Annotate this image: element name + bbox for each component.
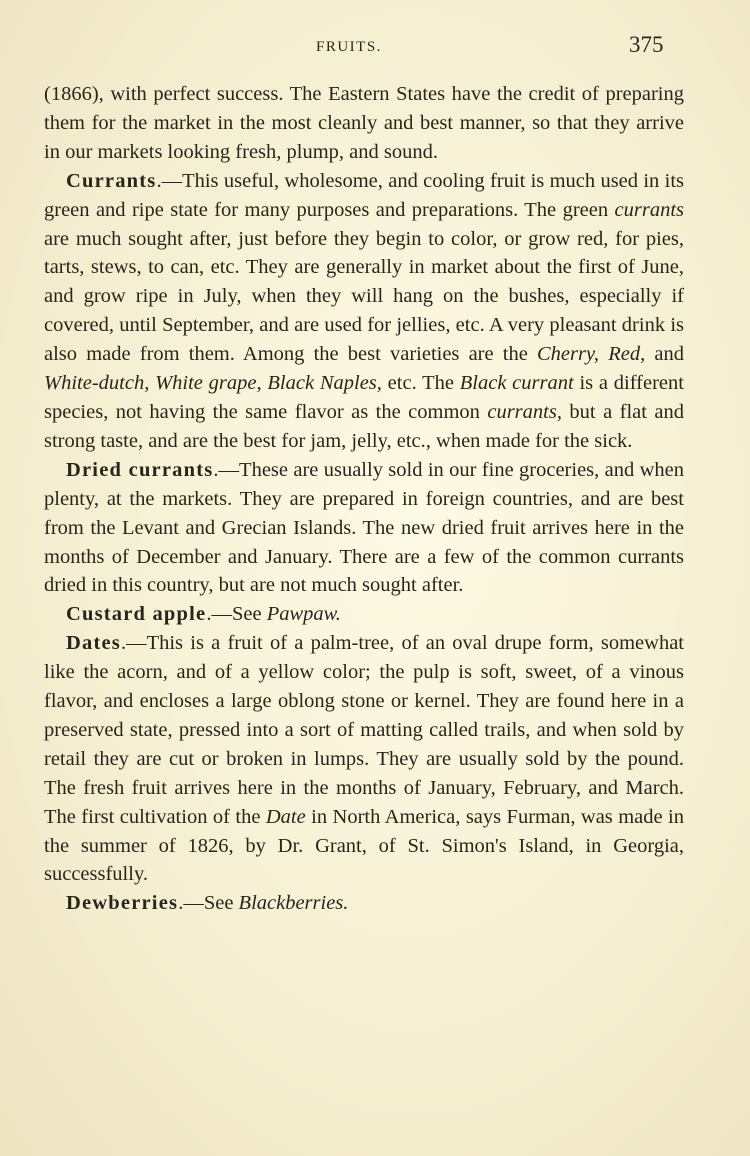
text-run: .—These are usually sold in our fine groceries, and when plenty, at the markets. They are prepared in foreign countries, and are best from the Levant and Grecian Islands. The new dried fruit arrives here in the months of December and January. There are a few of the common currants dried in this country, but are not much sought after.: [44, 458, 684, 597]
italic-term: Date: [265, 805, 306, 828]
text-run: and: [645, 343, 684, 366]
entry-heading: Dates: [66, 632, 121, 655]
entry-heading: Dried currants: [66, 458, 214, 481]
text-run: are much sought after, just before they begin to color, or grow red, for pies, tarts, stews, to can, etc. They are generally in market about the first of June, and grow ripe in July, when they will hang on the bushes, especially if covered, until September, and are used for jellies, etc. A very pleasant drink is also made from them. Among the best varieties are the: [44, 227, 684, 366]
text-run: in North America, says Furman, was made in the summer of 1826, by Dr. Grant, of St. Simon's Island, in Georgia, successfully.: [44, 805, 684, 886]
text-run: .—This useful, wholesome, and cooling fruit is much used in its green and ripe state for many purposes and preparations. The green: [44, 169, 684, 221]
italic-term: Blackberries.: [238, 892, 349, 915]
entry-currants: [44, 167, 684, 456]
text-run: (1866), with perfect success. The Eastern States have the credit of preparing them for the market in the most cleanly and best manner, so that they arrive in our markets looking fresh, plump, and sound.: [44, 83, 684, 163]
entry-dewberries: [44, 889, 684, 918]
running-head: [0, 32, 750, 60]
entry-dried-currants: [44, 456, 684, 601]
text-run: etc. The: [381, 372, 460, 395]
text-run: but a flat and strong taste, and are the best for jam, jelly, etc., when made for the sick.: [44, 400, 684, 452]
entry-dates: [44, 629, 684, 889]
text-run: is a different species, not having the same flavor as the common: [44, 372, 684, 423]
entry-custard-apple: [44, 600, 684, 629]
text-run: .—See: [178, 892, 239, 915]
italic-term: currants: [614, 198, 684, 221]
entry-heading: Custard apple: [66, 603, 207, 626]
italic-term: Pawpaw.: [266, 603, 341, 626]
body-text: [44, 80, 684, 918]
entry-heading: Dewberries: [66, 892, 179, 915]
page-number: 375: [629, 32, 664, 57]
text-run: .—See: [206, 603, 267, 626]
paragraph-continuation: [44, 80, 684, 167]
italic-term: currants,: [487, 400, 562, 423]
running-title: FRUITS.: [316, 39, 382, 55]
italic-term: Cherry, Red,: [536, 343, 646, 366]
italic-term: Black currant: [459, 372, 574, 395]
italic-term: White-dutch, White grape, Black Naples,: [44, 372, 382, 395]
entry-heading: Currants: [66, 169, 157, 192]
text-run: .—This is a fruit of a palm-tree, of an oval drupe form, somewhat like the acorn, and of a yellow color; the pulp is soft, sweet, of a vinous flavor, and encloses a large oblong stone or kernel. They are found here in a preserved state, pressed into a sort of matting called trails, and when sold by retail they are cut or broken in lumps. They are usually sold by the pound. The fresh fruit arrives here in the months of January, February, and March. The first cultivation of the: [44, 632, 684, 828]
